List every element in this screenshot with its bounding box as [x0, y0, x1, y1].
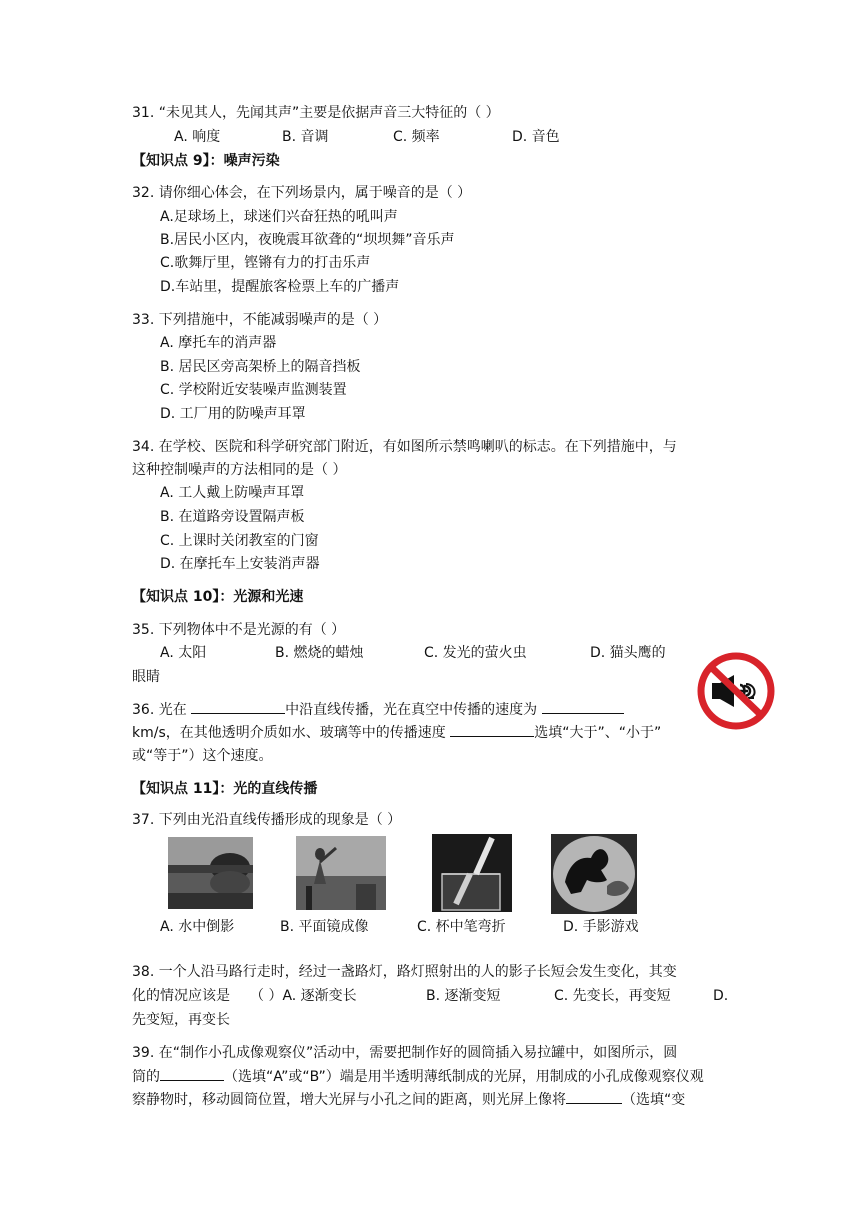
- q31-stem: 31. “未见其人，先闻其声”主要是依据声音三大特征的（ ）: [132, 105, 500, 121]
- q32-option-b: B.居民小区内，夜晚震耳欲聋的“坝坝舞”音乐声: [160, 232, 455, 248]
- q39-line3: [132, 1089, 685, 1110]
- q39-line2: [132, 1066, 704, 1087]
- q32-option-c: C.歌舞厅里，铿锵有力的打击乐声: [160, 255, 371, 271]
- reflection-in-water-photo: [168, 837, 253, 909]
- section-heading-kp10: 【知识点 10】：光源和光速: [132, 589, 304, 605]
- bent-pen-in-cup-photo: [432, 834, 512, 912]
- q36-text1: 36. 光在: [132, 702, 192, 718]
- q35-option-b: B. 燃烧的蜡烛: [275, 645, 364, 661]
- q34-option-c: C. 上课时关闭教室的门窗: [160, 533, 319, 549]
- q36-blank3: [450, 722, 534, 737]
- q37-caption-b: B. 平面镜成像: [280, 919, 369, 935]
- q35-stem: 35. 下列物体中不是光源的有（ ）: [132, 622, 346, 638]
- q33-option-b: B. 居民区旁高架桥上的隔音挡板: [160, 359, 361, 375]
- q31-option-c: C. 频率: [393, 129, 440, 145]
- q38-text-a: 化的情况应该是: [132, 988, 230, 1004]
- q34-option-b: B. 在道路旁设置隔声板: [160, 509, 305, 525]
- q34-option-d: D. 在摩托车上安装消声器: [160, 556, 320, 572]
- q32-stem: 32. 请你细心体会，在下列场景内，属于噪音的是（ ）: [132, 185, 472, 201]
- q39-text-b: （选填“A”或“B”）端是用半透明薄纸制成的光屏，用制成的小孔成像观察仪观: [224, 1069, 704, 1085]
- q36-text3: km/s，在其他透明介质如水、玻璃等中的传播速度: [132, 725, 451, 741]
- q39-text-d: （选填“变: [622, 1092, 686, 1108]
- q31-option-b: B. 音调: [282, 129, 329, 145]
- q37-caption-a: A. 水中倒影: [160, 919, 235, 935]
- q38-line3: 先变短，再变长: [132, 1012, 230, 1028]
- q39-blank1: [160, 1066, 224, 1081]
- q39-blank2: [566, 1089, 622, 1104]
- section-heading-kp9: 【知识点 9】：噪声污染: [132, 153, 280, 169]
- q34-stem-line1: 34. 在学校、医院和科学研究部门附近，有如图所示禁鸣喇叭的标志。在下列措施中，与: [132, 439, 677, 455]
- q33-option-a: A. 摩托车的消声器: [160, 335, 277, 351]
- q38-option-d-label: D.: [713, 988, 729, 1004]
- q34-stem-line2: 这种控制噪声的方法相同的是（ ）: [132, 462, 347, 478]
- section-heading-kp11: 【知识点 11】：光的直线传播: [132, 781, 318, 797]
- q38-line1: 38. 一个人沿马路行走时，经过一盏路灯，路灯照射出的人的影子长短会发生变化，其变: [132, 964, 677, 980]
- q36-text2: 中沿直线传播，光在真空中传播的速度为: [285, 702, 542, 718]
- q39-text-c: 察静物时，移动圆筒位置，增大光屏与小孔之间的距离，则光屏上像将: [132, 1092, 566, 1108]
- q38-option-c: C. 先变长，再变短: [554, 988, 671, 1004]
- q37-caption-c: C. 杯中笔弯折: [417, 919, 506, 935]
- mirror-image-photo: [296, 836, 386, 910]
- hand-shadow-game-photo: [551, 834, 637, 914]
- q37-caption-d: D. 手影游戏: [563, 919, 639, 935]
- q35-wrap: 眼睛: [132, 669, 160, 685]
- q33-stem: 33. 下列措施中，不能减弱噪声的是（ ）: [132, 312, 388, 328]
- q37-stem: 37. 下列由光沿直线传播形成的现象是（ ）: [132, 812, 402, 828]
- q35-option-a: A. 太阳: [160, 645, 207, 661]
- q35-option-c: C. 发光的萤火虫: [424, 645, 527, 661]
- q36-line3: 或“等于”）这个速度。: [132, 748, 273, 764]
- q36-line2: [132, 722, 661, 743]
- q33-option-c: C. 学校附近安装噪声监测装置: [160, 382, 347, 398]
- q31-option-a: A. 响度: [174, 129, 221, 145]
- q31-option-d: D. 音色: [512, 129, 560, 145]
- no-honking-sign-icon: [694, 650, 778, 732]
- q32-option-a: A.足球场上，球迷们兴奋狂热的吼叫声: [160, 209, 398, 225]
- q36-text4: 选填“大于”、“小于”: [534, 725, 662, 741]
- q38-option-b: B. 逐渐变短: [426, 988, 501, 1004]
- q36-blank1: [191, 699, 285, 714]
- q33-option-d: D. 工厂用的防噪声耳罩: [160, 406, 306, 422]
- q38-option-a: （ ）A. 逐渐变长: [250, 988, 357, 1004]
- q32-option-d: D.车站里，提醒旅客检票上车的广播声: [160, 279, 400, 295]
- q39-line1: 39. 在“制作小孔成像观察仪”活动中，需要把制作好的圆筒插入易拉罐中，如图所示，圆: [132, 1045, 678, 1061]
- q39-text-a: 筒的: [132, 1069, 160, 1085]
- q36-line1: [132, 699, 624, 720]
- q34-option-a: A. 工人戴上防噪声耳罩: [160, 485, 305, 501]
- q35-option-d: D. 猫头鹰的: [590, 645, 666, 661]
- q36-blank2: [542, 699, 624, 714]
